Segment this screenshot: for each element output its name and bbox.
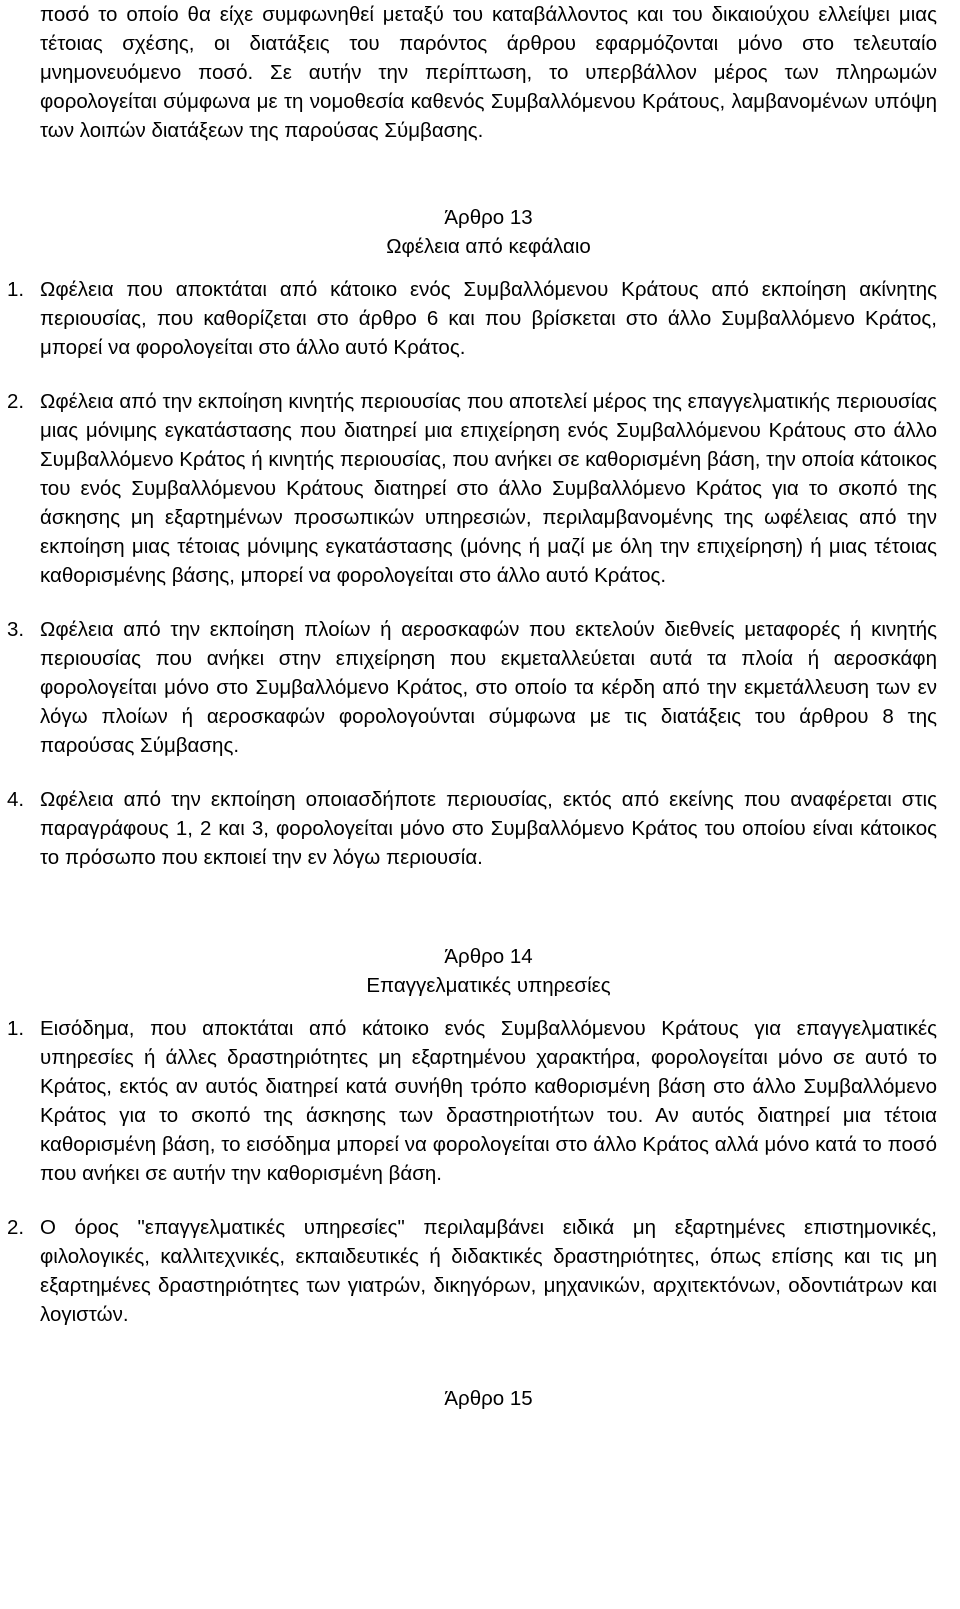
paragraph-number: 3. (7, 618, 25, 641)
paragraph-number: 4. (7, 788, 25, 811)
article-14-number: Άρθρο 14 (444, 945, 533, 968)
paragraph-number: 1. (7, 1017, 25, 1040)
article-13-paragraph-3 (7, 615, 937, 760)
article-14-paragraph-1 (7, 1014, 937, 1188)
intro-paragraph: ποσό το οποίο θα είχε συμφωνηθεί μεταξύ του καταβάλλοντος και του δικαιούχου ελλείψει μιας τέτοιας σχέσης, οι διατάξεις του παρόντος άρθρου εφαρμόζονται μόνο στο τελευταίο μνημονευόμενο ποσό. Σε αυτήν την περίπτωση, το υπερβάλλον μέρος των πληρωμών φορολογείται σύμφωνα με τη νομοθεσία καθενός Συμβαλλόμενου Κράτους, λαμβανομένων υπόψη των λοιπών διατάξεων της παρούσας Σύμβασης. (40, 3, 937, 142)
paragraph-text: Ωφέλεια που αποκτάται από κάτοικο ενός Συμβαλλόμενου Κράτους από εκποίηση ακίνητης περιουσίας, που καθορίζεται στο άρθρο 6 και που βρίσκεται στο άλλο Συμβαλλόμενο Κράτος, μπορεί να φορολογείται στο άλλο αυτό Κράτος. (40, 278, 937, 359)
paragraph-text: Ωφέλεια από την εκποίηση κινητής περιουσίας που αποτελεί μέρος της επαγγελματικής περιουσίας μιας μόνιμης εγκατάστασης που διατηρεί μια επιχείρηση ενός Συμβαλλόμενου Κράτους στο άλλο Συμβαλλόμενο Κράτος ή κινητής περιουσίας, που ανήκει σε καθορισμένη βάση, την οποία κάτοικος του ενός Συμβαλλόμενου Κράτους διατηρεί στο άλλο Συμβαλλόμενο Κράτος για το σκοπό της άσκησης μη εξαρτημένων προσωπικών υπηρεσιών, περιλαμβανομένης της ωφέλειας από την εκποίηση μιας τέτοιας μόνιμης εγκατάστασης (μόνης ή μαζί με όλη την επιχείρηση) ή μιας τέτοιας καθορισμένης βάσης, μπορεί να φορολογείται στο άλλο αυτό Κράτος. (40, 390, 937, 587)
document-page (7, 0, 937, 1413)
article-13-paragraph-4 (7, 785, 937, 872)
article-13-paragraph-1 (7, 275, 937, 362)
paragraph-number: 1. (7, 278, 25, 301)
article-15-number: Άρθρο 15 (444, 1387, 533, 1410)
article-13-title: Ωφέλεια από κεφάλαιο (386, 235, 591, 258)
article-14-paragraph-2 (7, 1213, 937, 1329)
paragraph-text: Ωφέλεια από την εκποίηση οποιασδήποτε περιουσίας, εκτός από εκείνης που αναφέρεται στις παραγράφους 1, 2 και 3, φορολογείται μόνο στο Συμβαλλόμενο Κράτος του οποίου είναι κάτοικος το πρόσωπο που εκποιεί την εν λόγω περιουσία. (40, 788, 937, 869)
paragraph-text: Ωφέλεια από την εκποίηση πλοίων ή αεροσκαφών που εκτελούν διεθνείς μεταφορές ή κινητής περιουσίας που ανήκει στην επιχείρηση που εκμεταλλεύεται αυτά τα πλοία ή αεροσκάφη φορολογείται μόνο στο Συμβαλλόμενο Κράτος, στο οποίο τα κέρδη από την εκμετάλλευση των εν λόγω πλοίων ή αεροσκαφών φορολογούνται σύμφωνα με τις διατάξεις του άρθρου 8 της παρούσας Σύμβασης. (40, 618, 937, 757)
paragraph-text: Εισόδημα, που αποκτάται από κάτοικο ενός Συμβαλλόμενου Κράτους για επαγγελματικές υπηρεσίες ή άλλες δραστηριότητες μη εξαρτημένου χαρακτήρα, φορολογείται μόνο σε αυτό το Κράτος, εκτός αν αυτός διατηρεί κατά συνήθη τρόπο καθορισμένη βάση στο άλλο Συμβαλλόμενο Κράτος για το σκοπό της άσκησης των δραστηριοτήτων του. Αν αυτός διατηρεί μια τέτοια καθορισμένη βάση, το εισόδημα μπορεί να φορολογείται στο άλλο Κράτος αλλά μόνο κατά το ποσό που ανήκει σε αυτήν την καθορισμένη βάση. (40, 1017, 937, 1185)
article-13-number: Άρθρο 13 (444, 206, 533, 229)
article-14-title: Επαγγελματικές υπηρεσίες (366, 974, 611, 997)
article-13-paragraph-2 (7, 387, 937, 590)
paragraph-number: 2. (7, 390, 25, 413)
paragraph-text: Ο όρος "επαγγελματικές υπηρεσίες" περιλαμβάνει ειδικά μη εξαρτημένες επιστημονικές, φιλολογικές, καλλιτεχνικές, εκπαιδευτικές ή διδακτικές δραστηριότητες, όπως επίσης και τις μη εξαρτημένες δραστηριότητες των γιατρών, δικηγόρων, μηχανικών, αρχιτεκτόνων, οδοντιάτρων και λογιστών. (40, 1216, 937, 1326)
paragraph-number: 2. (7, 1216, 25, 1239)
